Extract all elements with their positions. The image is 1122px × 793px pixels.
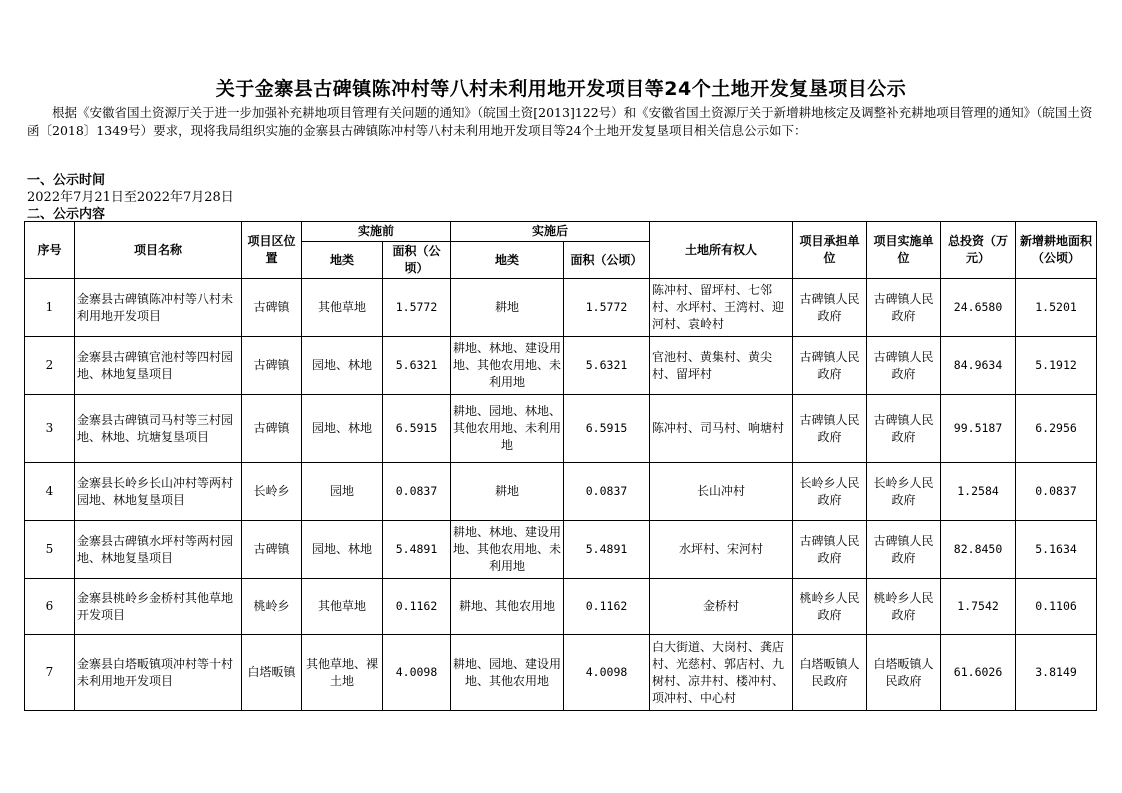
cell-location: 桃岭乡 [242, 579, 302, 635]
header-new-arable: 新增耕地面积（公顷） [1016, 222, 1097, 279]
cell-before-type: 其他草地 [302, 579, 383, 635]
header-after: 实施后 [451, 222, 650, 242]
cell-implementer: 古碑镇人民政府 [867, 279, 941, 337]
cell-owner: 金桥村 [650, 579, 793, 635]
table-row [25, 279, 1097, 337]
cell-location: 长岭乡 [242, 463, 302, 521]
header-undertaker: 项目承担单位 [793, 222, 867, 279]
cell-location: 古碑镇 [242, 521, 302, 579]
cell-investment: 82.8450 [941, 521, 1016, 579]
cell-location: 古碑镇 [242, 337, 302, 395]
cell-owner: 陈冲村、留坪村、七邻村、水坪村、王湾村、迎河村、袁岭村 [650, 279, 793, 337]
table-row [25, 521, 1097, 579]
cell-before-area: 5.6321 [383, 337, 451, 395]
cell-after-type: 耕地、林地、建设用地、其他农用地、未利用地 [451, 337, 564, 395]
cell-before-area: 0.0837 [383, 463, 451, 521]
cell-after-type: 耕地 [451, 279, 564, 337]
cell-seq: 1 [25, 279, 75, 337]
header-investment: 总投资（万元） [941, 222, 1016, 279]
cell-investment: 99.5187 [941, 395, 1016, 463]
table-row [25, 395, 1097, 463]
cell-implementer: 白塔畈镇人民政府 [867, 635, 941, 711]
header-after-type: 地类 [451, 242, 564, 279]
cell-new-arable: 0.0837 [1016, 463, 1097, 521]
cell-before-area: 1.5772 [383, 279, 451, 337]
cell-location: 古碑镇 [242, 279, 302, 337]
cell-before-type: 园地、林地 [302, 395, 383, 463]
cell-investment: 84.9634 [941, 337, 1016, 395]
header-owner: 土地所有权人 [650, 222, 793, 279]
cell-seq: 2 [25, 337, 75, 395]
header-before-type: 地类 [302, 242, 383, 279]
header-implementer: 项目实施单位 [867, 222, 941, 279]
cell-before-area: 5.4891 [383, 521, 451, 579]
cell-before-type: 其他草地 [302, 279, 383, 337]
cell-undertaker: 古碑镇人民政府 [793, 337, 867, 395]
document-title: 关于金寨县古碑镇陈冲村等八村未利用地开发项目等24个土地开发复垦项目公示 [215, 78, 907, 100]
cell-name: 金寨县白塔畈镇项冲村等十村未利用地开发项目 [75, 635, 242, 711]
cell-after-area: 4.0098 [564, 635, 650, 711]
cell-seq: 4 [25, 463, 75, 521]
cell-implementer: 长岭乡人民政府 [867, 463, 941, 521]
table-body [25, 279, 1097, 711]
cell-undertaker: 古碑镇人民政府 [793, 279, 867, 337]
cell-owner: 白大街道、大岗村、龚店村、光慈村、郭店村、九树村、凉井村、楼冲村、项冲村、中心村 [650, 635, 793, 711]
section1-heading: 一、公示时间 [27, 173, 106, 188]
cell-owner: 长山冲村 [650, 463, 793, 521]
cell-implementer: 古碑镇人民政府 [867, 337, 941, 395]
cell-location: 古碑镇 [242, 395, 302, 463]
cell-new-arable: 1.5201 [1016, 279, 1097, 337]
cell-seq: 5 [25, 521, 75, 579]
cell-investment: 24.6580 [941, 279, 1016, 337]
cell-seq: 3 [25, 395, 75, 463]
cell-name: 金寨县古碑镇司马村等三村园地、林地、坑塘复垦项目 [75, 395, 242, 463]
cell-before-area: 4.0098 [383, 635, 451, 711]
cell-new-arable: 6.2956 [1016, 395, 1097, 463]
cell-name: 金寨县古碑镇官池村等四村园地、林地复垦项目 [75, 337, 242, 395]
cell-after-area: 6.5915 [564, 395, 650, 463]
cell-undertaker: 古碑镇人民政府 [793, 521, 867, 579]
cell-after-area: 0.0837 [564, 463, 650, 521]
cell-new-arable: 5.1912 [1016, 337, 1097, 395]
header-before-area: 面积（公顷） [383, 242, 451, 279]
cell-owner: 官池村、黄集村、黄尖村、留坪村 [650, 337, 793, 395]
cell-new-arable: 5.1634 [1016, 521, 1097, 579]
table-row [25, 579, 1097, 635]
cell-after-type: 耕地、园地、林地、其他农用地、未利用地 [451, 395, 564, 463]
cell-implementer: 古碑镇人民政府 [867, 395, 941, 463]
header-name: 项目名称 [75, 222, 242, 279]
cell-after-type: 耕地、园地、建设用地、其他农用地 [451, 635, 564, 711]
cell-before-area: 0.1162 [383, 579, 451, 635]
cell-name: 金寨县古碑镇水坪村等两村园地、林地复垦项目 [75, 521, 242, 579]
cell-investment: 1.2584 [941, 463, 1016, 521]
project-table [24, 221, 1097, 711]
cell-after-area: 5.4891 [564, 521, 650, 579]
cell-after-area: 1.5772 [564, 279, 650, 337]
cell-before-type: 园地 [302, 463, 383, 521]
cell-before-area: 6.5915 [383, 395, 451, 463]
cell-seq: 7 [25, 635, 75, 711]
table-row [25, 463, 1097, 521]
cell-new-arable: 3.8149 [1016, 635, 1097, 711]
table-row [25, 337, 1097, 395]
cell-implementer: 桃岭乡人民政府 [867, 579, 941, 635]
cell-seq: 6 [25, 579, 75, 635]
cell-after-area: 0.1162 [564, 579, 650, 635]
cell-investment: 61.6026 [941, 635, 1016, 711]
cell-after-type: 耕地、林地、建设用地、其他农用地、未利用地 [451, 521, 564, 579]
intro-paragraph: 根据《安徽省国土资源厅关于进一步加强补充耕地项目管理有关问题的通知》（皖国土资[2013]122号）和《安徽省国土资源厅关于新增耕地核定及调整补充耕地项目管理的通知》（皖国土资函〔2018〕1349号）要求，现将我局组织实施的金寨县古碑镇陈冲村等八村未利用地开发项目等24个土地开发复垦项目相关信息公示如下： [27, 105, 1093, 138]
cell-name: 金寨县古碑镇陈冲村等八村未利用地开发项目 [75, 279, 242, 337]
cell-new-arable: 0.1106 [1016, 579, 1097, 635]
cell-before-type: 园地、林地 [302, 521, 383, 579]
section2-heading: 二、公示内容 [27, 207, 106, 222]
cell-before-type: 其他草地、裸土地 [302, 635, 383, 711]
header-seq: 序号 [25, 222, 75, 279]
cell-investment: 1.7542 [941, 579, 1016, 635]
cell-undertaker: 桃岭乡人民政府 [793, 579, 867, 635]
cell-name: 金寨县长岭乡长山冲村等两村园地、林地复垦项目 [75, 463, 242, 521]
table-row [25, 635, 1097, 711]
cell-after-type: 耕地、其他农用地 [451, 579, 564, 635]
header-before: 实施前 [302, 222, 451, 242]
cell-undertaker: 白塔畈镇人民政府 [793, 635, 867, 711]
cell-undertaker: 古碑镇人民政府 [793, 395, 867, 463]
section1-text: 2022年7月21日至2022年7月28日 [27, 190, 234, 205]
cell-after-area: 5.6321 [564, 337, 650, 395]
cell-location: 白塔畈镇 [242, 635, 302, 711]
cell-name: 金寨县桃岭乡金桥村其他草地开发项目 [75, 579, 242, 635]
cell-undertaker: 长岭乡人民政府 [793, 463, 867, 521]
cell-before-type: 园地、林地 [302, 337, 383, 395]
cell-after-type: 耕地 [451, 463, 564, 521]
header-location: 项目区位置 [242, 222, 302, 279]
cell-implementer: 古碑镇人民政府 [867, 521, 941, 579]
header-after-area: 面积（公顷） [564, 242, 650, 279]
cell-owner: 陈冲村、司马村、响塘村 [650, 395, 793, 463]
cell-owner: 水坪村、宋河村 [650, 521, 793, 579]
